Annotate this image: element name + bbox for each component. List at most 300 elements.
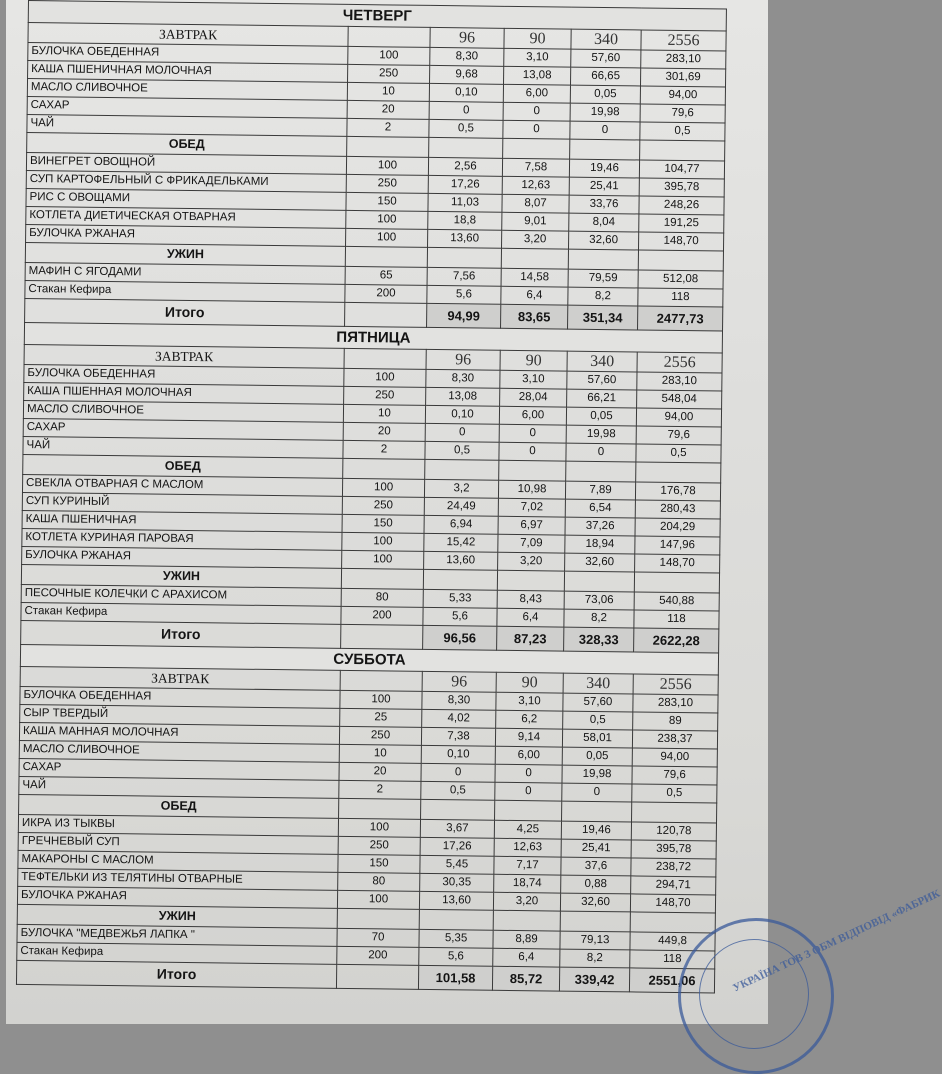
total-blank-cell [345,302,427,327]
dish-value: 12,63 [494,838,561,857]
total-label: Итого [21,620,341,648]
dish-value: 100 [342,532,424,551]
dish-value: 8,2 [560,949,630,968]
meal-norm-value [570,139,640,160]
dish-value: 3,20 [493,892,560,911]
dish-value: 57,60 [567,371,637,390]
dish-value: 8,30 [426,369,500,388]
meal-portion-cell [347,136,429,157]
dish-value: 0,05 [566,407,636,426]
meal-norm-value [501,248,568,269]
dish-name: СВЕКЛА ОТВАРНАЯ С МАСЛОМ [22,474,342,496]
meal-norm-value: 2556 [641,30,726,51]
dish-name: ГРЕЧНЕВЫЙ СУП [18,832,338,854]
dish-value: 0 [503,102,570,121]
dish-name: МАСЛО СЛИВОЧНОЕ [27,79,347,101]
dish-value: 12,63 [502,176,569,195]
dish-value: 540,88 [634,592,719,611]
dish-name: КОТЛЕТА КУРИНАЯ ПАРОВАЯ [22,528,342,550]
dish-value: 395,78 [631,840,716,859]
dish-name: Стакан Кефира [17,942,337,964]
dish-value: 80 [338,872,420,891]
dish-name: ПЕСОЧНЫЕ КОЛЕЧКИ С АРАХИСОМ [21,584,341,606]
dish-name: БУЛОЧКА ОБЕДЕННАЯ [24,364,344,386]
dish-value: 100 [342,550,424,569]
dish-value: 150 [346,192,428,211]
dish-name: МАКАРОНЫ С МАСЛОМ [18,850,338,872]
dish-value: 0,5 [563,711,633,730]
meal-norm-value [495,800,562,821]
dish-value: 250 [342,496,424,515]
dish-value: 6,94 [424,515,498,534]
dish-value: 3,20 [502,230,569,249]
dish-value: 58,01 [562,729,632,748]
dish-value: 250 [338,836,420,855]
dish-value: 0,05 [570,85,640,104]
meal-portion-cell [345,246,427,267]
dish-value: 17,26 [428,175,502,194]
meal-norm-value: 96 [430,27,504,48]
dish-value: 100 [346,156,428,175]
dish-value: 118 [634,610,719,629]
dish-value: 13,08 [504,66,571,85]
dish-value: 79,13 [560,931,630,950]
dish-value: 100 [340,690,422,709]
dish-value: 283,10 [633,694,718,713]
dish-value: 449,8 [630,932,715,951]
meal-name: ОБЕД [27,132,347,156]
dish-value: 19,46 [561,821,631,840]
dish-value: 283,10 [637,372,722,391]
dish-value: 32,60 [568,231,638,250]
company-stamp [678,887,942,1074]
dish-value: 20 [339,762,421,781]
dish-value: 19,98 [566,425,636,444]
dish-value: 7,38 [421,727,495,746]
dish-value: 0 [495,764,562,783]
dish-value: 2 [343,440,425,459]
dish-value: 238,37 [632,730,717,749]
dish-name: САХАР [19,758,339,780]
total-value: 85,72 [492,966,559,991]
meal-norm-value [640,140,725,161]
dish-value: 118 [630,950,715,969]
meal-portion-cell [344,348,426,369]
dish-value: 3,2 [424,479,498,498]
dish-value: 5,6 [419,947,493,966]
dish-value: 7,89 [565,481,635,500]
total-value: 83,65 [501,304,568,329]
dish-value: 13,60 [424,551,498,570]
dish-value: 248,26 [639,196,724,215]
dish-value: 104,77 [639,160,724,179]
meal-norm-value [503,138,570,159]
dish-value: 3,20 [498,552,565,571]
total-value: 2622,28 [634,628,719,653]
dish-value: 9,68 [430,65,504,84]
dish-name: МАФИН С ЯГОДАМИ [25,262,345,284]
dish-value: 11,03 [428,193,502,212]
dish-value: 0 [499,424,566,443]
dish-value: 37,6 [561,857,631,876]
total-value: 94,99 [427,303,501,328]
dish-value: 10,98 [498,480,565,499]
dish-value: 150 [342,514,424,533]
dish-value: 10 [339,744,421,763]
meal-portion-cell [339,798,421,819]
dish-value: 8,30 [430,47,504,66]
dish-value: 0,5 [425,441,499,460]
dish-value: 28,04 [500,388,567,407]
dish-value: 79,6 [636,426,721,445]
meal-portion-cell [341,568,423,589]
dish-value: 94,00 [636,408,721,427]
dish-name: БУЛОЧКА ОБЕДЕННАЯ [20,686,340,708]
meal-norm-value: 340 [563,673,633,694]
dish-value: 80 [341,588,423,607]
dish-value: 118 [638,288,723,307]
total-value: 96,56 [423,625,497,650]
dish-value: 0,10 [421,745,495,764]
meal-norm-value [419,909,493,930]
dish-value: 37,26 [565,517,635,536]
dish-name: СУП КУРИНЫЙ [22,492,342,514]
dish-value: 0 [503,120,570,139]
dish-value: 148,70 [630,894,715,913]
dish-value: 9,14 [495,728,562,747]
dish-value: 100 [346,228,428,247]
dish-value: 283,10 [641,50,726,69]
dish-value: 548,04 [637,390,722,409]
total-value: 2551,06 [629,968,714,993]
dish-name: ВИНЕГРЕТ ОВОЩНОЙ [26,152,346,174]
dish-value: 32,60 [565,553,635,572]
dish-value: 0,10 [425,405,499,424]
meal-norm-value [560,911,630,932]
dish-name: БУЛОЧКА РЖАНАЯ [17,886,337,908]
dish-value: 6,4 [501,286,568,305]
meal-norm-value [423,569,497,590]
dish-value: 250 [348,64,430,83]
meal-norm-value [429,137,503,158]
meal-norm-value [568,249,638,270]
meal-norm-value [493,910,560,931]
total-label: Итого [25,298,345,326]
meal-norm-value [421,799,495,820]
meal-name: ОБЕД [23,454,343,478]
dish-value: 0 [421,763,495,782]
dish-value: 204,29 [635,518,720,537]
meal-norm-value: 96 [426,349,500,370]
meal-norm-value [636,462,721,483]
dish-value: 13,60 [428,229,502,248]
dish-value: 3,67 [420,819,494,838]
dish-value: 120,78 [631,822,716,841]
dish-value: 100 [338,818,420,837]
meal-norm-value: 340 [571,29,641,50]
total-label: Итого [16,960,336,988]
dish-value: 73,06 [564,591,634,610]
dish-value: 250 [346,174,428,193]
dish-value: 24,49 [424,497,498,516]
dish-value: 20 [343,422,425,441]
dish-name: КАША ПШЕННАЯ МОЛОЧНАЯ [24,382,344,404]
meal-norm-value [562,801,632,822]
dish-value: 8,04 [569,213,639,232]
meal-name: УЖИН [21,564,341,588]
dish-value: 0 [429,101,503,120]
dish-value: 0,88 [561,875,631,894]
meal-norm-value: 96 [422,671,496,692]
dish-value: 25,41 [561,839,631,858]
dish-value: 3,10 [500,370,567,389]
dish-value: 57,60 [563,693,633,712]
dish-value: 7,02 [498,498,565,517]
paper-sheet [6,0,942,1024]
dish-value: 18,94 [565,535,635,554]
dish-name: САХАР [27,96,347,118]
dish-value: 25 [340,708,422,727]
dish-name: КОТЛЕТА ДИЕТИЧЕСКАЯ ОТВАРНАЯ [26,206,346,228]
dish-value: 176,78 [635,482,720,501]
dish-value: 3,10 [504,48,571,67]
dish-value: 0 [570,121,640,140]
dish-value: 20 [347,100,429,119]
dish-value: 15,42 [424,533,498,552]
dish-value: 280,43 [635,500,720,519]
dish-value: 65 [345,266,427,285]
dish-value: 18,74 [494,874,561,893]
menu-table-body [16,1,726,993]
meal-norm-value [634,572,719,593]
dish-value: 294,71 [631,876,716,895]
dish-value: 200 [345,284,427,303]
dish-value: 8,2 [564,609,634,628]
day-title: СУББОТА [20,644,718,675]
dish-value: 512,08 [638,270,723,289]
total-value: 87,23 [497,626,564,651]
dish-value: 238,72 [631,858,716,877]
dish-value: 0 [425,423,499,442]
meal-norm-value [425,459,499,480]
dish-value: 0,5 [636,444,721,463]
dish-value: 148,70 [635,554,720,573]
dish-value: 250 [344,386,426,405]
dish-name: СУП КАРТОФЕЛЬНЫЙ С ФРИКАДЕЛЬКАМИ [26,170,346,192]
menu-table [16,0,727,993]
meal-name: УЖИН [25,242,345,266]
dish-value: 94,00 [640,86,725,105]
dish-name: БУЛОЧКА ОБЕДЕННАЯ [28,43,348,65]
dish-value: 7,09 [498,534,565,553]
dish-name: ЧАЙ [27,114,347,136]
dish-name: КАША МАННАЯ МОЛОЧНАЯ [19,722,339,744]
dish-value: 10 [343,404,425,423]
meal-name: ЗАВТРАК [28,23,348,47]
dish-value: 2,56 [428,157,502,176]
dish-value: 6,4 [497,608,564,627]
dish-value: 200 [337,946,419,965]
dish-name: КАША ПШЕНИЧНАЯ [22,510,342,532]
total-value: 339,42 [559,967,629,992]
dish-value: 17,26 [420,837,494,856]
dish-value: 100 [344,368,426,387]
dish-value: 7,17 [494,856,561,875]
meal-norm-value [499,460,566,481]
total-value: 101,58 [418,965,492,990]
meal-norm-value: 90 [496,672,563,693]
dish-value: 250 [339,726,421,745]
dish-value: 191,25 [639,214,724,233]
dish-value: 79,6 [640,104,725,123]
dish-value: 147,96 [635,536,720,555]
dish-value: 200 [341,606,423,625]
total-blank-cell [336,964,418,989]
dish-name: Стакан Кефира [21,602,341,624]
dish-value: 8,43 [497,590,564,609]
dish-value: 7,56 [427,267,501,286]
dish-value: 32,60 [560,893,630,912]
dish-value: 4,25 [494,820,561,839]
dish-value: 100 [342,478,424,497]
dish-value: 9,01 [502,212,569,231]
meal-name: УЖИН [17,904,337,928]
dish-name: ЧАЙ [23,436,343,458]
meal-norm-value [632,802,717,823]
dish-value: 70 [337,928,419,947]
total-value: 2477,73 [638,306,723,331]
meal-name: ЗАВТРАК [24,344,344,368]
dish-value: 148,70 [638,232,723,251]
dish-value: 0 [499,442,566,461]
dish-value: 2 [339,780,421,799]
dish-name: БУЛОЧКА РЖАНАЯ [22,546,342,568]
dish-value: 6,4 [493,948,560,967]
dish-value: 19,98 [570,103,640,122]
meal-name: ОБЕД [19,794,339,818]
dish-value: 0,10 [429,83,503,102]
dish-value: 25,41 [569,177,639,196]
dish-name: САХАР [23,418,343,440]
meal-portion-cell [348,26,430,47]
dish-value: 13,08 [426,387,500,406]
stamp-text: УКРАЇНА ТОВ З ОБМ ВІДПОВІД «ФАБРИК [731,887,942,995]
dish-value: 14,58 [501,268,568,287]
total-value: 328,33 [564,627,634,652]
meal-portion-cell [340,670,422,691]
total-value: 351,34 [568,305,638,330]
day-title: ЧЕТВЕРГ [28,1,726,32]
meal-norm-value [638,250,723,271]
dish-value: 13,60 [419,891,493,910]
dish-value: 8,89 [493,930,560,949]
dish-value: 301,69 [640,68,725,87]
dish-value: 33,76 [569,195,639,214]
dish-value: 30,35 [420,873,494,892]
meal-norm-value [497,570,564,591]
meal-norm-value: 340 [567,351,637,372]
dish-value: 5,6 [427,285,501,304]
dish-name: ИКРА ИЗ ТЫКВЫ [18,814,338,836]
dish-value: 6,54 [565,499,635,518]
dish-name: РИС С ОВОЩАМИ [26,188,346,210]
meal-norm-value: 90 [504,28,571,49]
dish-value: 100 [348,46,430,65]
dish-value: 100 [346,210,428,229]
dish-name: БУЛОЧКА РЖАНАЯ [26,224,346,246]
meal-norm-value [566,461,636,482]
dish-value: 57,60 [571,49,641,68]
dish-value: 6,00 [503,84,570,103]
dish-value: 0 [562,783,632,802]
dish-value: 0 [566,443,636,462]
dish-value: 7,58 [502,158,569,177]
dish-value: 10 [347,82,429,101]
dish-value: 6,97 [498,516,565,535]
dish-name: КАША ПШЕНИЧНАЯ МОЛОЧНАЯ [28,61,348,83]
dish-value: 19,98 [562,765,632,784]
dish-value: 66,21 [567,389,637,408]
dish-value: 0 [495,782,562,801]
dish-name: БУЛОЧКА "МЕДВЕЖЬЯ ЛАПКА " [17,924,337,946]
dish-value: 5,35 [419,929,493,948]
dish-value: 0,5 [429,119,503,138]
dish-value: 0,5 [632,784,717,803]
dish-value: 6,2 [496,710,563,729]
meal-norm-value: 2556 [637,352,722,373]
menu-sheet [16,0,726,993]
dish-value: 66,65 [571,67,641,86]
dish-value: 79,6 [632,766,717,785]
total-blank-cell [341,624,423,649]
day-title: ПЯТНИЦА [24,322,722,353]
meal-norm-value: 2556 [633,674,718,695]
dish-value: 3,10 [496,692,563,711]
meal-portion-cell [337,908,419,929]
dish-value: 150 [338,854,420,873]
dish-value: 79,59 [568,269,638,288]
dish-value: 100 [337,890,419,909]
dish-value: 395,78 [639,178,724,197]
dish-name: ТЕФТЕЛЬКИ ИЗ ТЕЛЯТИНЫ ОТВАРНЫЕ [18,868,338,890]
meal-portion-cell [343,458,425,479]
dish-value: 2 [347,118,429,137]
meal-norm-value [427,247,501,268]
dish-value: 8,07 [502,194,569,213]
dish-value: 8,30 [422,691,496,710]
dish-value: 5,33 [423,589,497,608]
dish-value: 5,6 [423,607,497,626]
meal-name: ЗАВТРАК [20,666,340,690]
dish-name: МАСЛО СЛИВОЧНОЕ [19,740,339,762]
meal-norm-value [630,912,715,933]
dish-value: 94,00 [632,748,717,767]
dish-value: 6,00 [495,746,562,765]
dish-value: 89 [633,712,718,731]
dish-value: 5,45 [420,855,494,874]
dish-name: Стакан Кефира [25,280,345,302]
dish-value: 6,00 [499,406,566,425]
dish-name: СЫР ТВЕРДЫЙ [20,704,340,726]
dish-name: МАСЛО СЛИВОЧНОЕ [23,400,343,422]
dish-value: 8,2 [568,287,638,306]
dish-value: 0,5 [421,781,495,800]
meal-norm-value [564,571,634,592]
dish-value: 19,46 [569,159,639,178]
meal-norm-value: 90 [500,350,567,371]
dish-value: 0,05 [562,747,632,766]
dish-name: ЧАЙ [19,776,339,798]
